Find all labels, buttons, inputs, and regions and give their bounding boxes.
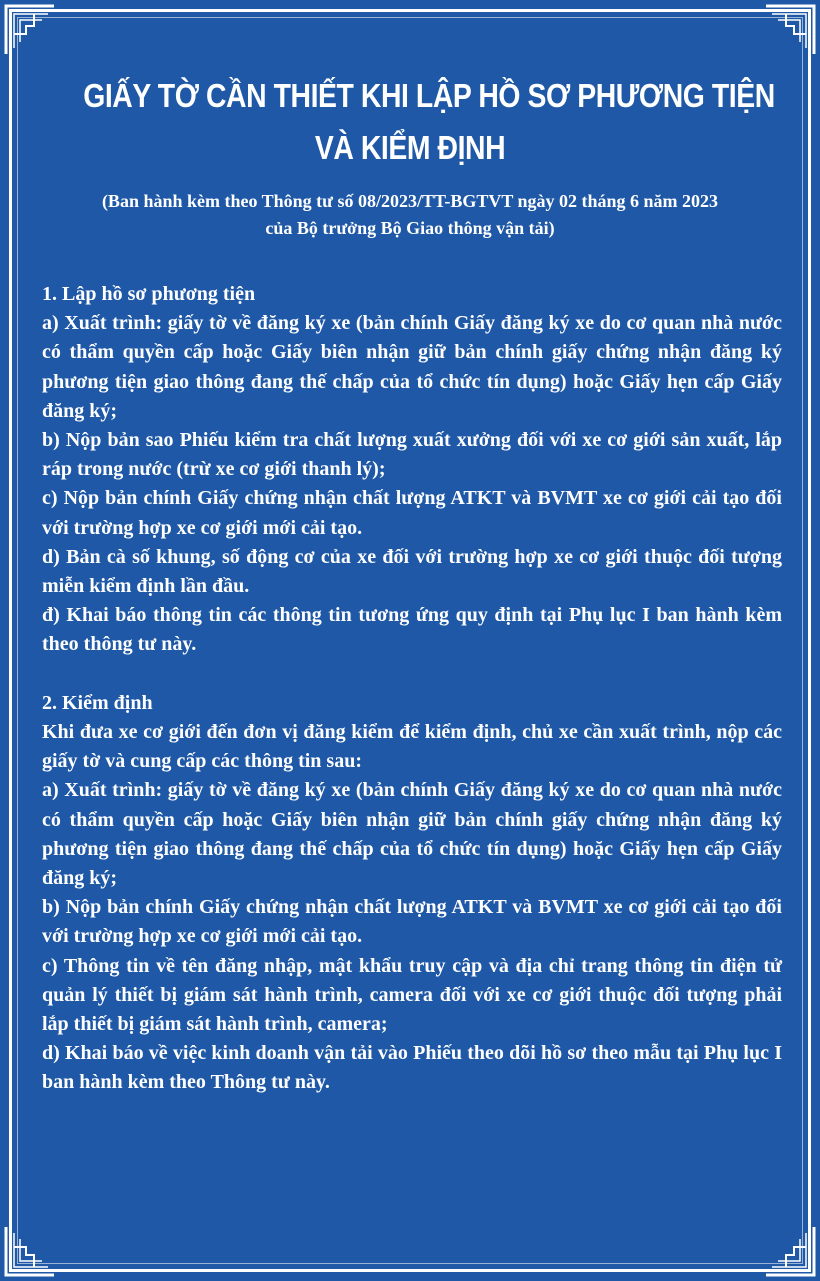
title-line-2: VÀ KIỂM ĐỊNH	[314, 129, 506, 166]
section-1-item-dd: đ) Khai báo thông tin các thông tin tương ứng quy định tại Phụ lục I ban hành kèm theo thông tư này.	[42, 604, 782, 656]
document-body	[42, 280, 782, 1098]
page-subtitle	[20, 188, 800, 242]
section-2-heading: 2. Kiểm định	[42, 691, 153, 714]
section-2-item-c: c) Thông tin về tên đăng nhập, mật khẩu truy cập và địa chỉ trang thông tin điện tử quản lý thiết bị giám sát hành trình, camera đối với xe cơ giới thuộc đối tượng phải lắp thiết bị giám sát hành trình, camera;	[42, 954, 782, 1036]
section-1-item-b: b) Nộp bản sao Phiếu kiểm tra chất lượng xuất xưởng đối với xe cơ giới sản xuất, lắp ráp trong nước (trừ xe cơ giới thanh lý);	[42, 429, 782, 481]
subtitle-line-1: (Ban hành kèm theo Thông tư số 08/2023/TT-BGTVT ngày 02 tháng 6 năm 2023	[101, 191, 719, 211]
section-1-item-c: c) Nộp bản chính Giấy chứng nhận chất lượng ATKT và BVMT xe cơ giới cải tạo đối với trường hợp xe cơ giới mới cải tạo.	[42, 487, 782, 539]
section-2-item-a: a) Xuất trình: giấy tờ về đăng ký xe (bản chính Giấy đăng ký xe do cơ quan nhà nước có thẩm quyền cấp hoặc Giấy biên nhận giữ bản chính giấy chứng nhận đăng ký phương tiện giao thông đang thế chấp của tổ chức tín dụng) hoặc Giấy hẹn cấp Giấy đăng ký;	[42, 779, 782, 890]
corner-ornament-icon	[764, 4, 816, 56]
section-1-heading: 1. Lập hồ sơ phương tiện	[42, 283, 256, 305]
section-2-intro: Khi đưa xe cơ giới đến đơn vị đăng kiểm để kiểm định, chủ xe cần xuất trình, nộp các giấy tờ và cung cấp các thông tin sau:	[42, 721, 782, 773]
section-2-item-b: b) Nộp bản chính Giấy chứng nhận chất lượng ATKT và BVMT xe cơ giới cải tạo đối với trường hợp xe cơ giới mới cải tạo.	[42, 896, 782, 948]
page-title	[83, 70, 775, 174]
corner-ornament-icon	[764, 1225, 816, 1277]
section-1-item-d: d) Bản cà số khung, số động cơ của xe đối với trường hợp xe cơ giới thuộc đối tượng miễn kiểm định lần đầu.	[42, 545, 782, 598]
title-line-1: GIẤY TỜ CẦN THIẾT KHI LẬP HỒ SƠ PHƯƠNG TIỆN	[83, 77, 775, 114]
corner-ornament-icon	[4, 4, 56, 56]
section-1-item-a: a) Xuất trình: giấy tờ về đăng ký xe (bản chính Giấy đăng ký xe do cơ quan nhà nước có thẩm quyền cấp hoặc Giấy biên nhận giữ bản chính giấy chứng nhận đăng ký phương tiện giao thông đang thế chấp của tổ chức tín dụng) hoặc Giấy hẹn cấp Giấy đăng ký;	[42, 312, 782, 422]
corner-ornament-icon	[4, 1225, 56, 1277]
section-2-item-d: d) Khai báo về việc kinh doanh vận tải vào Phiếu theo dõi hồ sơ theo mẫu tại Phụ lục I ban hành kèm theo Thông tư này.	[42, 1042, 782, 1094]
section-spacer	[42, 660, 782, 689]
subtitle-line-2: của Bộ trưởng Bộ Giao thông vận tải)	[265, 218, 555, 238]
